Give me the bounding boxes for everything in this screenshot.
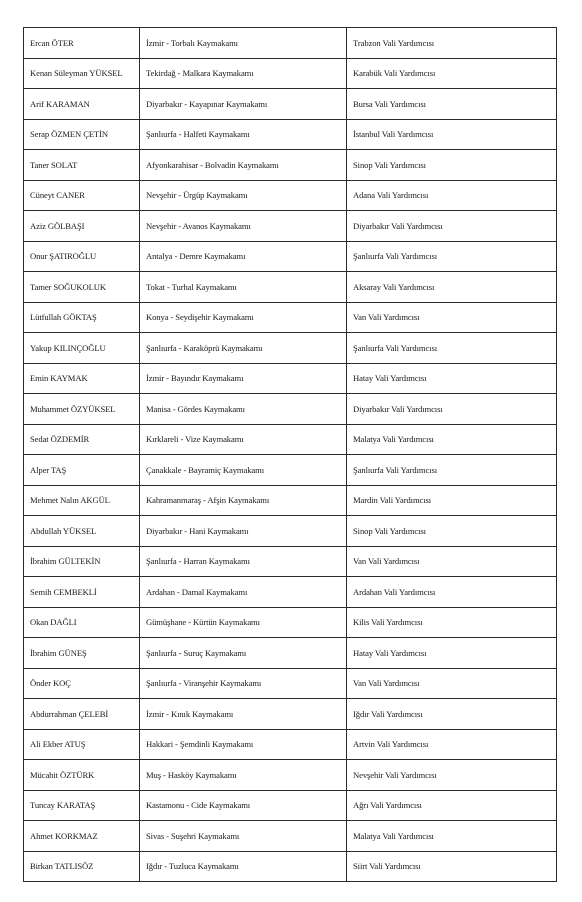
appointment-table — [23, 27, 557, 882]
current-post-cell: Kırklareli - Vize Kaymakamı — [140, 424, 347, 455]
new-post-cell: Van Vali Yardımcısı — [347, 302, 557, 333]
person-name-cell: Emin KAYMAK — [24, 363, 140, 394]
current-post-cell: Diyarbakır - Hani Kaymakamı — [140, 516, 347, 547]
person-name-cell: Tamer SOĞUKOLUK — [24, 272, 140, 303]
current-post-cell: Şanlıurfa - Suruç Kaymakamı — [140, 638, 347, 669]
table-row — [24, 28, 557, 59]
person-name-cell: Ali Ekber ATUŞ — [24, 729, 140, 760]
person-name-cell: Muhammet ÖZYÜKSEL — [24, 394, 140, 425]
table-row — [24, 638, 557, 669]
table-row — [24, 272, 557, 303]
new-post-cell: Iğdır Vali Yardımcısı — [347, 699, 557, 730]
person-name-cell: Taner SOLAT — [24, 150, 140, 181]
new-post-cell: Diyarbakır Vali Yardımcısı — [347, 394, 557, 425]
current-post-cell: Kastamonu - Cide Kaymakamı — [140, 790, 347, 821]
person-name-cell: Sedat ÖZDEMİR — [24, 424, 140, 455]
table-row — [24, 455, 557, 486]
new-post-cell: Nevşehir Vali Yardımcısı — [347, 760, 557, 791]
current-post-cell: Şanlıurfa - Harran Kaymakamı — [140, 546, 347, 577]
new-post-cell: Kilis Vali Yardımcısı — [347, 607, 557, 638]
table-row — [24, 150, 557, 181]
person-name-cell: Abdurrahman ÇELEBİ — [24, 699, 140, 730]
new-post-cell: Hatay Vali Yardımcısı — [347, 638, 557, 669]
table-row — [24, 333, 557, 364]
current-post-cell: İzmir - Torbalı Kaymakamı — [140, 28, 347, 59]
new-post-cell: Diyarbakır Vali Yardımcısı — [347, 211, 557, 242]
new-post-cell: Aksaray Vali Yardımcısı — [347, 272, 557, 303]
new-post-cell: Van Vali Yardımcısı — [347, 668, 557, 699]
table-row — [24, 607, 557, 638]
table-row — [24, 241, 557, 272]
person-name-cell: İbrahim GÜNEŞ — [24, 638, 140, 669]
current-post-cell: Nevşehir - Ürgüp Kaymakamı — [140, 180, 347, 211]
person-name-cell: Aziz GÖLBAŞI — [24, 211, 140, 242]
table-row — [24, 699, 557, 730]
table-row — [24, 58, 557, 89]
table-row — [24, 577, 557, 608]
new-post-cell: Van Vali Yardımcısı — [347, 546, 557, 577]
table-row — [24, 851, 557, 882]
current-post-cell: Gümüşhane - Kürtün Kaymakamı — [140, 607, 347, 638]
current-post-cell: Şanlıurfa - Halfeti Kaymakamı — [140, 119, 347, 150]
person-name-cell: Mehmet Nalın AKGÜL — [24, 485, 140, 516]
new-post-cell: Sinop Vali Yardımcısı — [347, 516, 557, 547]
person-name-cell: Alper TAŞ — [24, 455, 140, 486]
new-post-cell: Ağrı Vali Yardımcısı — [347, 790, 557, 821]
table-row — [24, 485, 557, 516]
table-row — [24, 668, 557, 699]
current-post-cell: Manisa - Gördes Kaymakamı — [140, 394, 347, 425]
current-post-cell: İzmir - Bayındır Kaymakamı — [140, 363, 347, 394]
new-post-cell: Mardin Vali Yardımcısı — [347, 485, 557, 516]
table-row — [24, 180, 557, 211]
current-post-cell: Iğdır - Tuzluca Kaymakamı — [140, 851, 347, 882]
person-name-cell: Lütfullah GÖKTAŞ — [24, 302, 140, 333]
new-post-cell: Şanlıurfa Vali Yardımcısı — [347, 333, 557, 364]
current-post-cell: Diyarbakır - Kayapınar Kaymakamı — [140, 89, 347, 120]
table-row — [24, 363, 557, 394]
new-post-cell: Artvin Vali Yardımcısı — [347, 729, 557, 760]
person-name-cell: Abdullah YÜKSEL — [24, 516, 140, 547]
person-name-cell: Birkan TATLISÖZ — [24, 851, 140, 882]
person-name-cell: Mücahit ÖZTÜRK — [24, 760, 140, 791]
new-post-cell: Bursa Vali Yardımcısı — [347, 89, 557, 120]
table-row — [24, 211, 557, 242]
table-row — [24, 516, 557, 547]
person-name-cell: Arif KARAMAN — [24, 89, 140, 120]
current-post-cell: Afyonkarahisar - Bolvadin Kaymakamı — [140, 150, 347, 181]
new-post-cell: Adana Vali Yardımcısı — [347, 180, 557, 211]
person-name-cell: Önder KOÇ — [24, 668, 140, 699]
current-post-cell: Tekirdağ - Malkara Kaymakamı — [140, 58, 347, 89]
table-row — [24, 119, 557, 150]
new-post-cell: Trabzon Vali Yardımcısı — [347, 28, 557, 59]
person-name-cell: Yakup KILINÇOĞLU — [24, 333, 140, 364]
current-post-cell: Nevşehir - Avanos Kaymakamı — [140, 211, 347, 242]
new-post-cell: Hatay Vali Yardımcısı — [347, 363, 557, 394]
new-post-cell: Şanlıurfa Vali Yardımcısı — [347, 241, 557, 272]
current-post-cell: Şanlıurfa - Karaköprü Kaymakamı — [140, 333, 347, 364]
current-post-cell: Çanakkale - Bayramiç Kaymakamı — [140, 455, 347, 486]
current-post-cell: İzmir - Kınık Kaymakamı — [140, 699, 347, 730]
table-row — [24, 424, 557, 455]
table-row — [24, 546, 557, 577]
new-post-cell: Şanlıurfa Vali Yardımcısı — [347, 455, 557, 486]
current-post-cell: Ardahan - Damal Kaymakamı — [140, 577, 347, 608]
new-post-cell: İstanbul Vali Yardımcısı — [347, 119, 557, 150]
table-row — [24, 729, 557, 760]
person-name-cell: Cüneyt CANER — [24, 180, 140, 211]
table-row — [24, 821, 557, 852]
new-post-cell: Ardahan Vali Yardımcısı — [347, 577, 557, 608]
person-name-cell: Ercan ÖTER — [24, 28, 140, 59]
current-post-cell: Konya - Seydişehir Kaymakamı — [140, 302, 347, 333]
new-post-cell: Siirt Vali Yardımcısı — [347, 851, 557, 882]
person-name-cell: İbrahim GÜLTEKİN — [24, 546, 140, 577]
current-post-cell: Muş - Hasköy Kaymakamı — [140, 760, 347, 791]
person-name-cell: Semih CEMBEKLİ — [24, 577, 140, 608]
new-post-cell: Malatya Vali Yardımcısı — [347, 424, 557, 455]
table-row — [24, 790, 557, 821]
table-row — [24, 302, 557, 333]
person-name-cell: Ahmet KORKMAZ — [24, 821, 140, 852]
table-row — [24, 394, 557, 425]
person-name-cell: Tuncay KARATAŞ — [24, 790, 140, 821]
current-post-cell: Kahramanmaraş - Afşin Kaymakamı — [140, 485, 347, 516]
current-post-cell: Hakkari - Şemdinli Kaymakamı — [140, 729, 347, 760]
person-name-cell: Onur ŞATIROĞLU — [24, 241, 140, 272]
new-post-cell: Sinop Vali Yardımcısı — [347, 150, 557, 181]
table-row — [24, 760, 557, 791]
new-post-cell: Karabük Vali Yardımcısı — [347, 58, 557, 89]
current-post-cell: Sivas - Suşehri Kaymakamı — [140, 821, 347, 852]
current-post-cell: Antalya - Demre Kaymakamı — [140, 241, 347, 272]
person-name-cell: Serap ÖZMEN ÇETİN — [24, 119, 140, 150]
appointment-table-body — [24, 28, 557, 882]
new-post-cell: Malatya Vali Yardımcısı — [347, 821, 557, 852]
person-name-cell: Okan DAĞLI — [24, 607, 140, 638]
current-post-cell: Şanlıurfa - Viranşehir Kaymakamı — [140, 668, 347, 699]
table-row — [24, 89, 557, 120]
current-post-cell: Tokat - Turhal Kaymakamı — [140, 272, 347, 303]
person-name-cell: Kenan Süleyman YÜKSEL — [24, 58, 140, 89]
